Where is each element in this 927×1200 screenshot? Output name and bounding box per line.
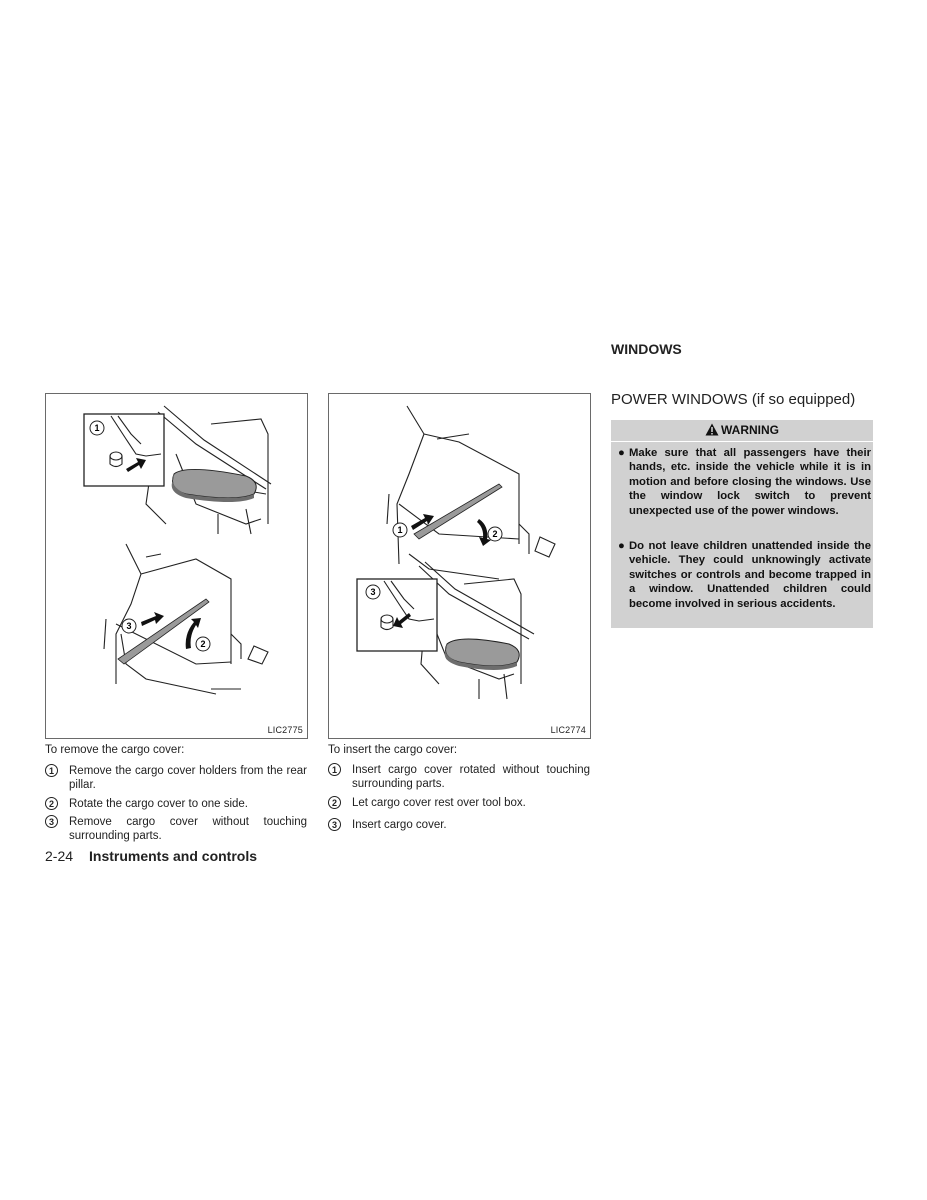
- figure-insert-cargo-cover: [328, 393, 591, 739]
- insert-step-3: [328, 818, 591, 834]
- illustration-insert-cargo-cover: [329, 394, 590, 738]
- step-text: Insert cargo cover rotated without touching surrounding parts.: [352, 764, 590, 790]
- step-text: Let cargo cover rest over tool box.: [352, 797, 526, 809]
- remove-step-3: [45, 815, 308, 845]
- warning-bullet-text: Make sure that all passengers have their hands, etc. inside the vehicle while it is in motion and before closing the windows. Use the window lock switch to prevent unexpected use of the power windows.: [629, 447, 871, 517]
- bullet-dot-icon: ●: [618, 447, 625, 459]
- footer-chapter-title: Instruments and controls: [89, 848, 258, 864]
- subsection-title: POWER WINDOWS (if so equipped): [611, 391, 856, 408]
- bullet-dot-icon: ●: [618, 540, 625, 552]
- warning-bullet-2: [611, 539, 873, 625]
- warning-triangle-icon: [705, 423, 719, 436]
- section-title: WINDOWS: [611, 341, 682, 357]
- warning-bullet-1: [611, 446, 873, 536]
- illustration-remove-cargo-cover: [46, 394, 307, 738]
- svg-text:1: 1: [94, 423, 100, 433]
- remove-step-2: [45, 797, 308, 813]
- warning-box: [611, 420, 873, 628]
- step-number: 3: [328, 818, 341, 831]
- step-number: 2: [328, 796, 341, 809]
- figure-code: LIC2774: [550, 725, 586, 735]
- warning-divider: [611, 441, 873, 442]
- svg-text:3: 3: [126, 621, 132, 631]
- step-number: 2: [45, 797, 58, 810]
- warning-bullet-text: Do not leave children unattended inside the vehicle. They could unknowingly activate switches or controls and become trapped in a window. Unattended children could become involved in serious accidents.: [629, 540, 871, 610]
- step-text: Remove cargo cover without touching surrounding parts.: [69, 816, 307, 842]
- step-number: 1: [328, 763, 341, 776]
- step-text: Insert cargo cover.: [352, 819, 447, 831]
- step-text: Rotate the cargo cover to one side.: [69, 798, 248, 810]
- figure-code: LIC2775: [267, 725, 303, 735]
- step-number: 1: [45, 764, 58, 777]
- insert-step-1: [328, 763, 591, 793]
- warning-header: [611, 420, 873, 441]
- page-number: 2-24: [45, 848, 74, 864]
- insert-step-2: [328, 796, 591, 812]
- svg-text:3: 3: [370, 587, 376, 597]
- svg-text:2: 2: [492, 529, 498, 539]
- insert-caption: To insert the cargo cover:: [328, 744, 458, 756]
- remove-step-1: [45, 764, 308, 794]
- warning-heading: WARNING: [721, 423, 779, 437]
- step-text: Remove the cargo cover holders from the rear pillar.: [69, 765, 307, 791]
- svg-text:1: 1: [397, 525, 403, 535]
- step-number: 3: [45, 815, 58, 828]
- svg-text:2: 2: [200, 639, 206, 649]
- remove-caption: To remove the cargo cover:: [45, 744, 185, 756]
- figure-remove-cargo-cover: [45, 393, 308, 739]
